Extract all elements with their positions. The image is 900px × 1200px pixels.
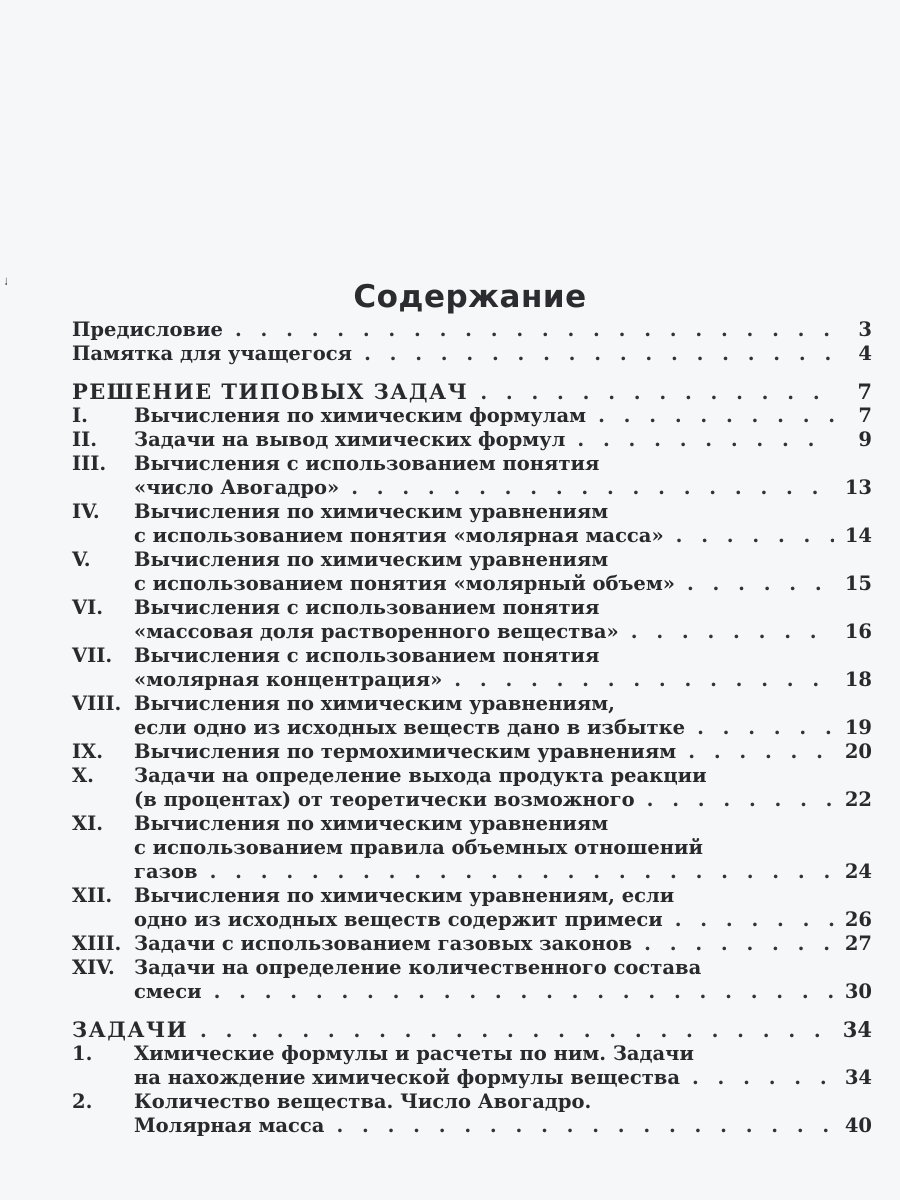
- toc-entry[interactable]: [72, 404, 872, 428]
- toc-entry-text: Вычисления с использованием понятия: [134, 596, 600, 619]
- dot-leader: [692, 1066, 834, 1090]
- toc-entry-number: I.: [72, 404, 88, 427]
- dot-leader: [675, 908, 834, 932]
- toc-page-number: 22: [844, 788, 872, 811]
- toc-page-number: 16: [844, 620, 872, 643]
- toc-entry-text: РЕШЕНИЕ ТИПОВЫХ ЗАДАЧ: [72, 379, 469, 404]
- toc-page-number: 34: [842, 1017, 872, 1042]
- toc-page-number: 14: [844, 524, 872, 547]
- toc-page-number: 9: [858, 428, 872, 451]
- toc-section[interactable]: [72, 1018, 872, 1042]
- section-gap: [72, 366, 872, 380]
- toc-entry-text: Памятка для учащегося: [72, 342, 353, 365]
- toc-entry[interactable]: [72, 1090, 872, 1138]
- toc-entry-text: Задачи на определение количественного состава: [134, 956, 702, 979]
- dot-leader: [598, 404, 834, 428]
- toc-entry-text: Вычисления по термохимическим уравнениям: [134, 740, 677, 763]
- toc-entry[interactable]: [72, 884, 872, 932]
- table-of-contents: [72, 318, 872, 1138]
- toc-entry-text: Вычисления по химическим уравнениям, если: [134, 884, 675, 907]
- toc-entry-text: «массовая доля растворенного вещества»: [134, 620, 619, 643]
- toc-entry[interactable]: [72, 452, 872, 500]
- toc-entry-text: Вычисления по химическим уравнениям: [134, 812, 609, 835]
- dot-leader: [336, 1114, 834, 1138]
- toc-page-number: 4: [858, 342, 872, 365]
- dot-leader: [688, 740, 834, 764]
- toc-entry[interactable]: [72, 1042, 872, 1090]
- toc-entry-number: XIV.: [72, 956, 115, 979]
- toc-entry-number: XIII.: [72, 932, 122, 955]
- toc-entry-text: Задачи на определение выхода продукта реакции: [134, 764, 707, 787]
- toc-entry[interactable]: [72, 596, 872, 644]
- toc-entry-text: Количество вещества. Число Авогадро.: [134, 1090, 592, 1113]
- toc-entry-text: Вычисления по химическим уравнениям,: [134, 692, 615, 715]
- dot-leader: [351, 476, 834, 500]
- toc-entry-number: VII.: [72, 644, 113, 667]
- dot-leader: [480, 381, 834, 405]
- toc-page-number: 30: [844, 980, 872, 1003]
- dot-leader: [631, 620, 834, 644]
- toc-entry-text: Вычисления по химическим уравнениям: [134, 548, 609, 571]
- toc-entry-text: с использованием правила объемных отношений: [134, 836, 703, 859]
- toc-entry-number: II.: [72, 428, 98, 451]
- toc-entry-text: если одно из исходных веществ дано в избытке: [134, 716, 686, 739]
- toc-entry-text: ЗАДАЧИ: [72, 1017, 189, 1042]
- dot-leader: [577, 428, 834, 452]
- toc-entry-number: XII.: [72, 884, 113, 907]
- toc-entry[interactable]: [72, 318, 872, 342]
- toc-entry-text: Предисловие: [72, 318, 223, 341]
- toc-entry-text: Вычисления по химическим уравнениям: [134, 500, 609, 523]
- toc-entry-number: IV.: [72, 500, 100, 523]
- dot-leader: [210, 860, 834, 884]
- toc-entry-text: «молярная концентрация»: [134, 668, 443, 691]
- dot-leader: [647, 788, 834, 812]
- toc-entry-text: газов: [134, 860, 198, 883]
- toc-entry[interactable]: [72, 342, 872, 366]
- toc-entry-text: Вычисления по химическим формулам: [134, 404, 587, 427]
- page-title: Содержание: [353, 279, 587, 315]
- edge-mark: ᛍ: [2, 276, 11, 292]
- toc-entry-text: с использованием понятия «молярная масса»: [134, 524, 664, 547]
- toc-entry-text: смеси: [134, 980, 202, 1003]
- toc-entry-number: X.: [72, 764, 94, 787]
- toc-entry[interactable]: [72, 548, 872, 596]
- toc-entry[interactable]: [72, 692, 872, 740]
- toc-entry-number: V.: [72, 548, 91, 571]
- dot-leader: [687, 572, 834, 596]
- toc-page-number: 7: [857, 379, 872, 404]
- dot-leader: [454, 668, 834, 692]
- toc-entry-text: «число Авогадро»: [134, 476, 340, 499]
- toc-entry[interactable]: [72, 740, 872, 764]
- toc-entry[interactable]: [72, 812, 872, 884]
- toc-entry-text: Вычисления с использованием понятия: [134, 644, 600, 667]
- toc-page-number: 27: [844, 932, 872, 955]
- toc-entry-text: Химические формулы и расчеты по ним. Задачи: [134, 1042, 694, 1065]
- toc-entry-text: (в процентах) от теоретически возможного: [134, 788, 635, 811]
- toc-page-number: 7: [858, 404, 872, 427]
- toc-entry-text: Задачи с использованием газовых законов: [134, 932, 633, 955]
- toc-entry-text: Задачи на вывод химических формул: [134, 428, 566, 451]
- dot-leader: [697, 716, 834, 740]
- toc-entry-number: VI.: [72, 596, 104, 619]
- toc-page-number: 19: [844, 716, 872, 739]
- toc-page-number: 34: [844, 1066, 872, 1089]
- toc-entry-text: на нахождение химической формулы вещества: [134, 1066, 680, 1089]
- toc-entry[interactable]: [72, 764, 872, 812]
- toc-entry-number: III.: [72, 452, 107, 475]
- toc-entry-number: 2.: [72, 1090, 93, 1113]
- dot-leader: [364, 342, 834, 366]
- dot-leader: [235, 318, 834, 342]
- dot-leader: [200, 1019, 833, 1043]
- dot-leader: [676, 524, 834, 548]
- toc-page-number: 20: [844, 740, 872, 763]
- toc-entry-text: одно из исходных веществ содержит примеси: [134, 908, 663, 931]
- toc-entry[interactable]: [72, 932, 872, 956]
- toc-page-number: 18: [844, 668, 872, 691]
- toc-section[interactable]: [72, 380, 872, 404]
- toc-entry-text: Молярная масса: [134, 1114, 325, 1137]
- toc-entry[interactable]: [72, 956, 872, 1004]
- dot-leader: [214, 980, 834, 1004]
- toc-page-number: 15: [844, 572, 872, 595]
- toc-page-number: 24: [844, 860, 872, 883]
- toc-page-number: 26: [844, 908, 872, 931]
- toc-entry[interactable]: [72, 500, 872, 548]
- toc-entry-number: VIII.: [72, 692, 122, 715]
- toc-entry[interactable]: [72, 428, 872, 452]
- dot-leader: [644, 932, 834, 956]
- toc-entry-number: 1.: [72, 1042, 93, 1065]
- toc-entry-number: XI.: [72, 812, 104, 835]
- toc-page-number: 3: [858, 318, 872, 341]
- toc-entry-text: с использованием понятия «молярный объем»: [134, 572, 675, 595]
- section-gap: [72, 1004, 872, 1018]
- toc-entry-text: Вычисления с использованием понятия: [134, 452, 600, 475]
- toc-page-number: 13: [844, 476, 872, 499]
- toc-entry-number: IX.: [72, 740, 104, 763]
- toc-page-number: 40: [844, 1114, 872, 1137]
- toc-entry[interactable]: [72, 644, 872, 692]
